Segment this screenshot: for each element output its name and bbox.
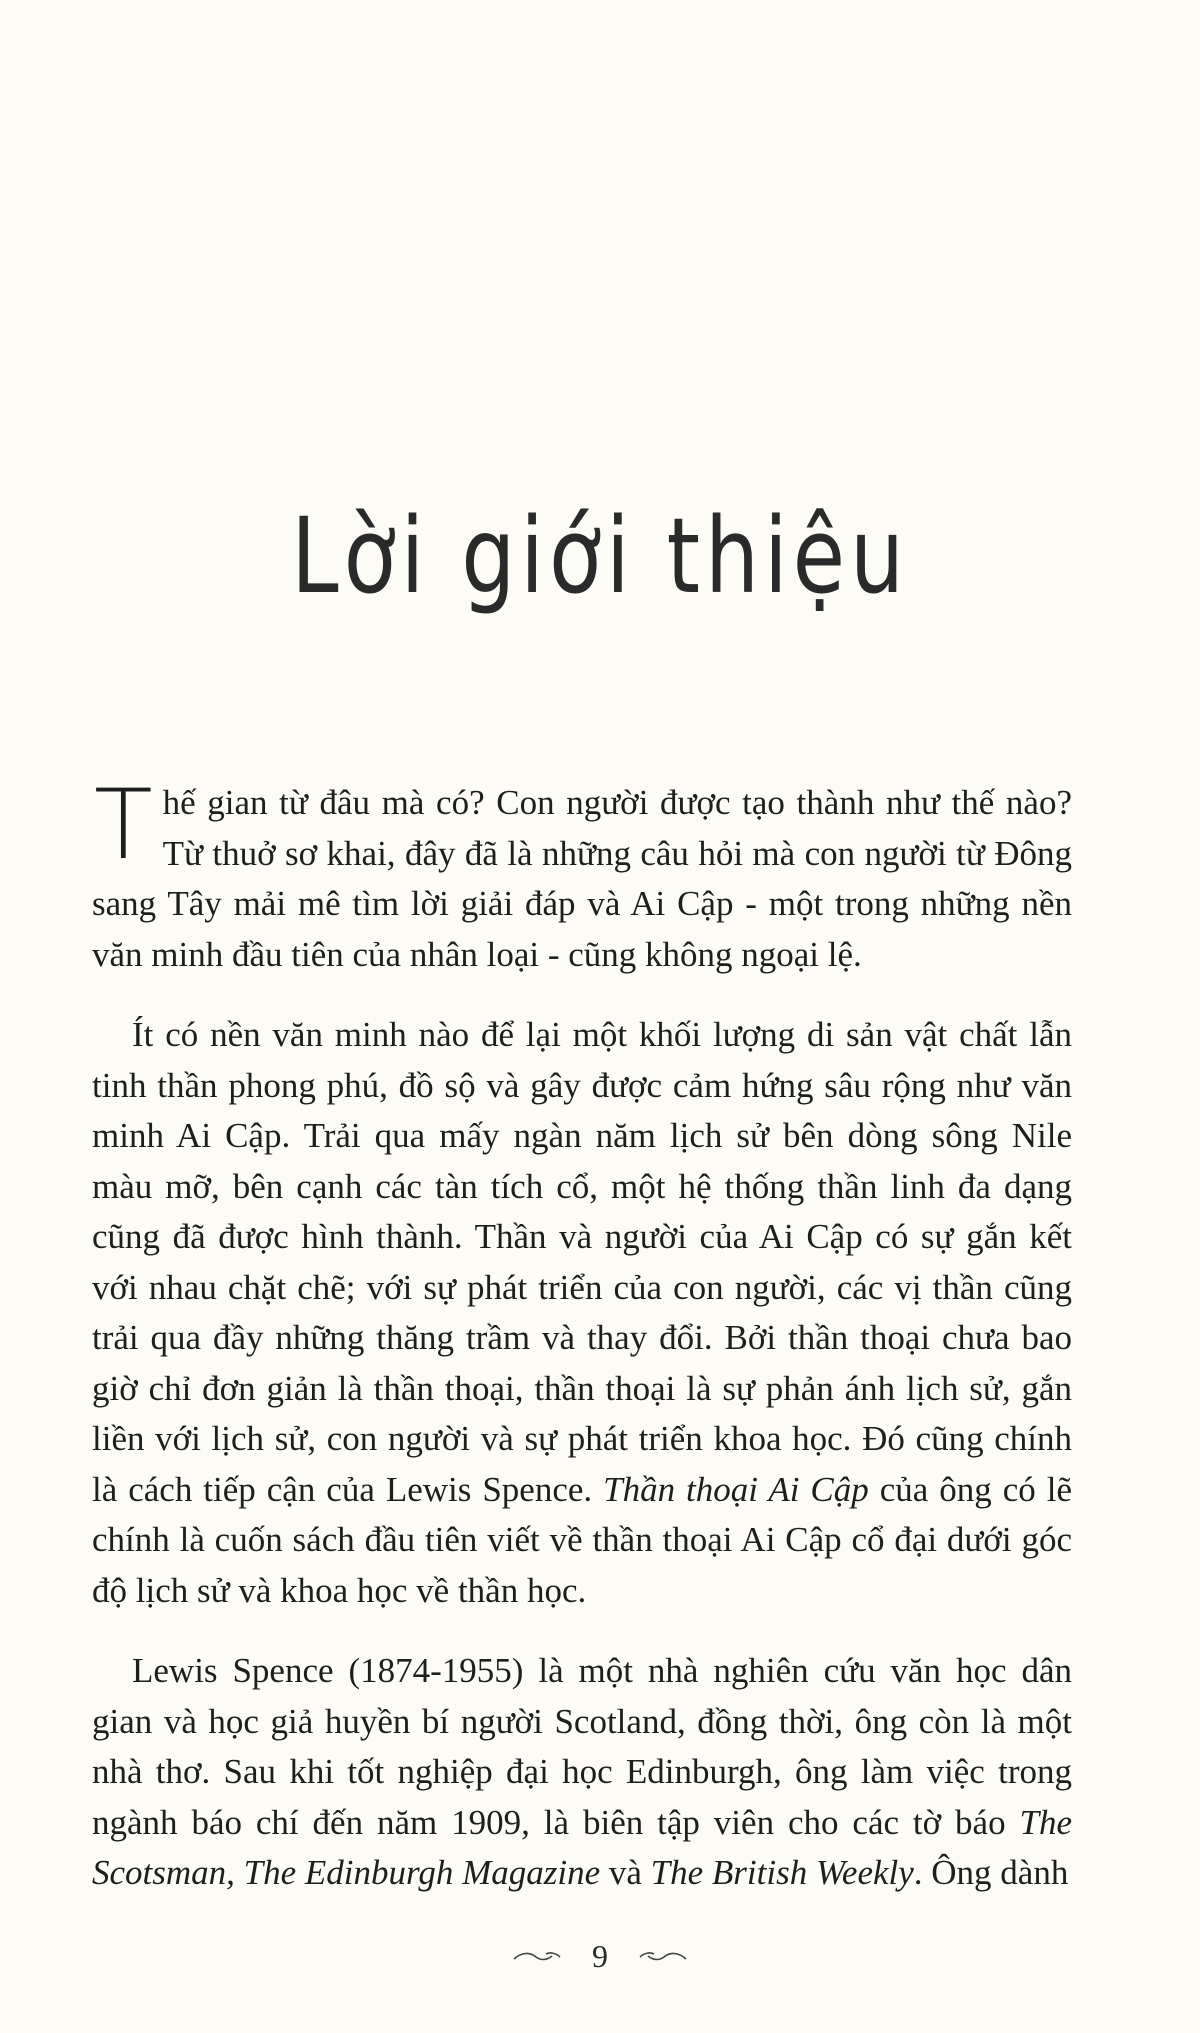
page-number: 9: [592, 1938, 608, 1975]
newspaper-title-italic: The British Weekly: [650, 1853, 914, 1892]
paragraph-3-and: và: [608, 1853, 642, 1892]
paragraph-2-text-b: của ông có lẽ chính là cuốn sách đầu tiên viết về thần thoại Ai Cập cổ đại dưới góc độ lịch sử và khoa học về thần học.: [92, 1469, 1073, 1610]
right-ornament-icon: [638, 1950, 688, 1964]
paragraph-1-text: hế gian từ đâu mà có? Con người được tạo thành như thế nào? Từ thuở sơ khai, đây đã là những câu hỏi mà con người từ Đông sang Tây mải mê tìm lời giải đáp và Ai Cập - một trong những nền văn minh đầu tiên của nhân loại - cũng không ngoại lệ.: [92, 783, 1072, 974]
paragraph-3: [92, 1646, 1072, 1899]
drop-cap: T: [94, 769, 153, 881]
page-footer: [0, 1935, 1200, 1975]
book-title-italic: Thần thoại Ai Cập: [603, 1469, 869, 1509]
paragraph-1: [92, 769, 1072, 980]
chapter-title: Lời giới thiệu: [291, 495, 909, 617]
paragraph-2: [92, 1010, 1072, 1616]
paragraph-2-text-a: Ít có nền văn minh nào để lại một khối lượng di sản vật chất lẫn tinh thần phong phú, đồ sộ và gây được cảm hứng sâu rộng như văn minh Ai Cập. Trải qua mấy ngàn năm lịch sử bên dòng sông Nile màu mỡ, bên cạnh các tàn tích cổ, một hệ thống thần linh đa dạng cũng đã được hình thành. Thần và người của Ai Cập có sự gắn kết với nhau chặt chẽ; với sự phát triển của con người, các vị thần cũng trải qua đầy những thăng trầm và thay đổi. Bởi thần thoại chưa bao giờ chỉ đơn giản là thần thoại, thần thoại là sự phản ánh lịch sử, gắn liền với lịch sử, con người và sự phát triển khoa học. Đó cũng chính là cách tiếp cận của Lewis Spence.: [92, 1015, 1072, 1509]
body-text: [92, 769, 1073, 1899]
paragraph-3-text-b: . Ông dành: [913, 1853, 1069, 1892]
paragraph-3-text-a: Lewis Spence (1874-1955) là một nhà nghiên cứu văn học dân gian và học giả huyền bí người Scotland, đồng thời, ông còn là một nhà thơ. Sau khi tốt nghiệp đại học Edinburgh, ông làm việc trong ngành báo chí đến năm 1909, là biên tập viên cho các tờ báo: [92, 1651, 1072, 1842]
newspaper-titles-italic: The Scotsman, The Edinburgh Magazine: [92, 1802, 1072, 1892]
left-ornament-icon: [512, 1950, 562, 1964]
